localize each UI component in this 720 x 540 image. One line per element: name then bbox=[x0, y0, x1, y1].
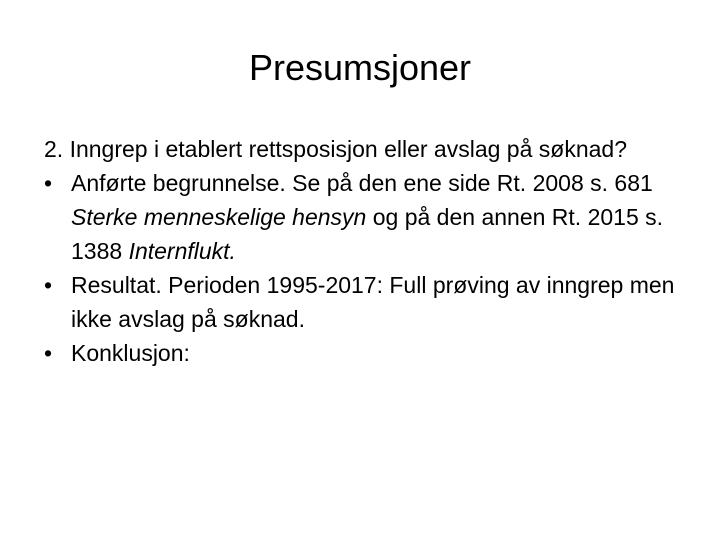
bullet-item-conclusion bbox=[44, 336, 684, 370]
case-name-italic: Internflukt. bbox=[128, 238, 236, 264]
bullet-mark: • bbox=[44, 272, 53, 298]
bullet-text: og på den annen Rt. 2015 s. 1388 bbox=[71, 204, 664, 264]
case-name-italic: Sterke menneskelige hensyn bbox=[71, 204, 367, 230]
slide-title: Presumsjoner bbox=[248, 47, 472, 88]
bullet-text: Resultat. Perioden 1995-2017: Full prøving av inngrep men ikke avslag på søknad. bbox=[71, 272, 675, 332]
bullet-item-result bbox=[44, 268, 684, 336]
bullet-item-justification bbox=[44, 166, 684, 268]
bullet-list bbox=[44, 166, 684, 370]
bullet-text: Anførte begrunnelse. Se på den ene side Rt. 2008 s. 681 bbox=[71, 170, 653, 196]
bullet-text: Konklusjon: bbox=[71, 340, 190, 366]
bullet-mark: • bbox=[44, 340, 53, 366]
bullet-mark: • bbox=[44, 170, 53, 196]
intro-text: 2. Inngrep i etablert rettsposisjon eller avslag på søknad? bbox=[44, 136, 627, 162]
slide-body bbox=[44, 132, 684, 370]
